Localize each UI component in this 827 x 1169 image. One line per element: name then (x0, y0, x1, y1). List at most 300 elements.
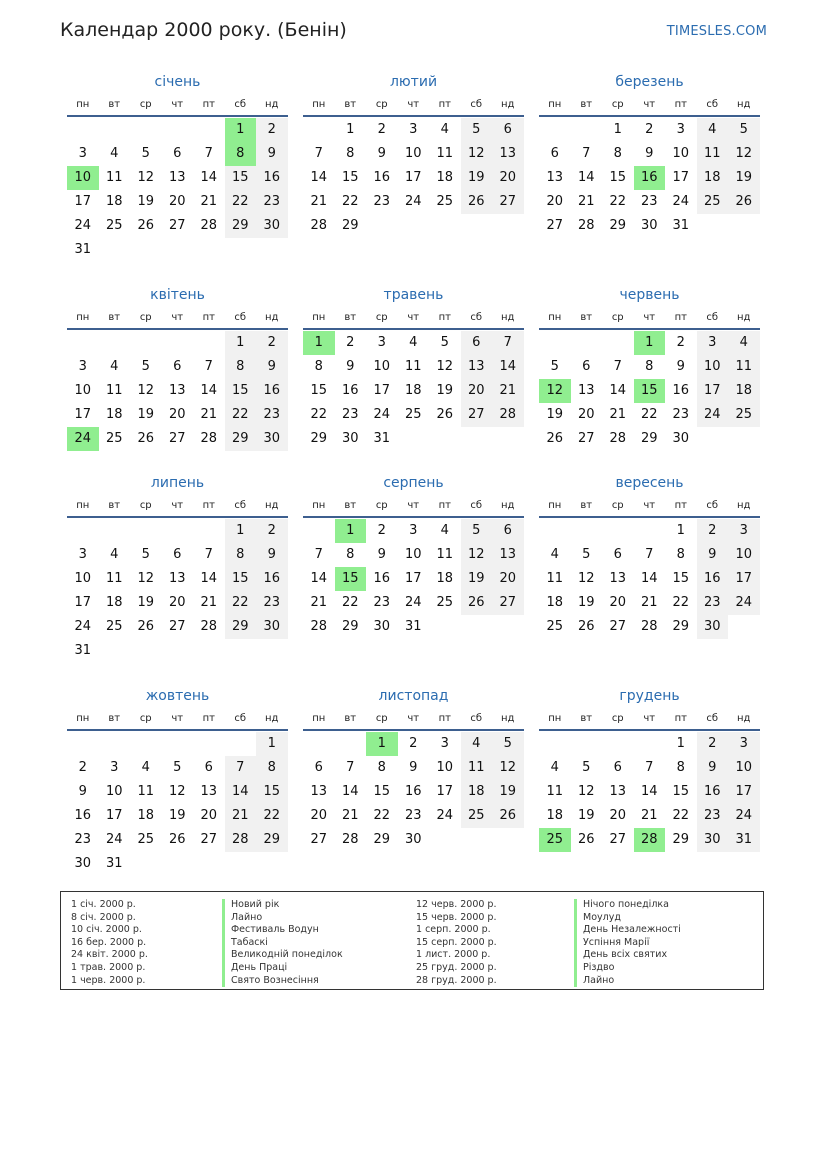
holiday-legend (60, 891, 764, 990)
day-cell: 28 (225, 828, 257, 852)
weekday-label: ср (139, 500, 152, 511)
day-cell: 14 (492, 355, 524, 379)
weekday-label: пн (76, 713, 90, 724)
holiday-date: 25 груд. 2000 р. (416, 961, 497, 973)
weekday-label: вт (580, 500, 593, 511)
day-cell: 5 (461, 118, 493, 142)
empty-cell (335, 732, 367, 756)
weekday-label: пн (548, 500, 562, 511)
day-cell: 25 (697, 190, 729, 214)
day-cell: 12 (577, 784, 595, 799)
day-cell: 18 (461, 780, 493, 804)
day-cell: 30 (256, 427, 288, 451)
weekday-header (67, 308, 288, 330)
holiday-name: Великодній понеділок (222, 949, 343, 962)
day-cell: 21 (341, 808, 359, 823)
day-cell: 8 (613, 146, 622, 161)
weekday-label: чт (643, 99, 656, 110)
day-cell: 14 (200, 383, 218, 398)
day-cell: 18 (105, 194, 123, 209)
month-11 (303, 683, 524, 852)
weekday-label: нд (265, 500, 279, 511)
legend-dates-right (416, 899, 497, 987)
day-cell: 18 (546, 595, 564, 610)
holiday-day: 1 (634, 331, 666, 355)
day-cell: 11 (546, 571, 564, 586)
weekday-header (303, 496, 524, 518)
empty-cell (225, 732, 257, 756)
day-cell: 1 (346, 122, 355, 137)
day-cell: 18 (546, 808, 564, 823)
day-cell: 12 (137, 170, 155, 185)
day-cell: 17 (697, 379, 729, 403)
day-cell: 29 (672, 832, 690, 847)
month-name: червень (619, 287, 680, 303)
day-cell: 21 (200, 595, 218, 610)
day-cell: 30 (697, 828, 729, 852)
day-cell: 6 (173, 359, 182, 374)
day-cell: 22 (672, 595, 690, 610)
day-cell: 12 (137, 383, 155, 398)
day-cell: 29 (341, 619, 359, 634)
weekday-label: ср (139, 312, 152, 323)
day-cell: 14 (577, 170, 595, 185)
day-cell: 7 (645, 547, 654, 562)
day-cell: 5 (492, 732, 524, 756)
day-grid (303, 118, 524, 238)
day-cell: 19 (492, 780, 524, 804)
day-cell: 3 (697, 331, 729, 355)
day-cell: 16 (341, 383, 359, 398)
day-cell: 16 (74, 808, 92, 823)
day-cell: 16 (404, 784, 422, 799)
day-cell: 18 (728, 379, 760, 403)
day-cell: 9 (256, 355, 288, 379)
day-cell: 29 (609, 218, 627, 233)
holiday-name: Успіння Марії (574, 937, 681, 950)
day-cell: 17 (74, 595, 92, 610)
day-cell: 23 (640, 194, 658, 209)
day-cell: 31 (672, 218, 690, 233)
day-cell: 28 (200, 218, 218, 233)
day-cell: 5 (582, 760, 591, 775)
day-cell: 22 (341, 595, 359, 610)
month-2 (303, 69, 524, 238)
site-link[interactable]: TIMESLES.COM (666, 24, 767, 39)
month-name: липень (150, 475, 205, 491)
day-cell: 13 (609, 784, 627, 799)
day-cell: 24 (74, 218, 92, 233)
day-cell: 24 (728, 591, 760, 615)
day-cell: 12 (461, 543, 493, 567)
weekday-label: нд (501, 500, 515, 511)
weekday-label: пт (202, 500, 215, 511)
month-name: жовтень (145, 688, 210, 704)
day-cell: 20 (310, 808, 328, 823)
day-cell: 18 (105, 407, 123, 422)
day-cell: 6 (613, 547, 622, 562)
day-cell: 29 (341, 218, 359, 233)
day-cell: 13 (546, 170, 564, 185)
day-cell: 1 (613, 122, 622, 137)
day-cell: 5 (440, 335, 449, 350)
day-cell: 29 (225, 427, 257, 451)
holiday-day: 16 (634, 166, 666, 190)
day-cell: 15 (310, 383, 328, 398)
empty-cell (162, 519, 194, 543)
weekday-label: ср (375, 312, 388, 323)
day-cell: 30 (373, 619, 391, 634)
weekday-label: сб (470, 312, 483, 323)
weekday-label: ср (375, 713, 388, 724)
day-cell: 6 (492, 118, 524, 142)
day-cell: 9 (676, 359, 685, 374)
day-cell: 24 (436, 808, 454, 823)
day-cell: 17 (373, 383, 391, 398)
day-cell: 22 (225, 591, 257, 615)
day-cell: 5 (141, 547, 150, 562)
day-cell: 23 (256, 190, 288, 214)
day-cell: 26 (492, 804, 524, 828)
weekday-label: пн (548, 312, 562, 323)
day-grid (303, 519, 524, 639)
day-cell: 28 (200, 431, 218, 446)
holiday-date: 15 черв. 2000 р. (416, 911, 497, 923)
day-cell: 24 (74, 619, 92, 634)
weekday-label: сб (470, 500, 483, 511)
day-cell: 9 (697, 543, 729, 567)
day-cell: 10 (728, 756, 760, 780)
month-name: січень (154, 74, 201, 90)
day-cell: 6 (173, 146, 182, 161)
day-cell: 11 (728, 355, 760, 379)
day-cell: 6 (461, 331, 493, 355)
holiday-date: 1 серп. 2000 р. (416, 924, 491, 936)
holiday-name: Свято Вознесіння (222, 975, 343, 988)
weekday-label: пт (202, 312, 215, 323)
day-cell: 25 (546, 619, 564, 634)
day-cell: 14 (640, 571, 658, 586)
legend-names-right (574, 899, 681, 987)
day-cell: 19 (436, 383, 454, 398)
day-cell: 2 (346, 335, 355, 350)
legend-names-left (222, 899, 343, 987)
day-cell: 20 (609, 808, 627, 823)
day-cell: 9 (377, 146, 386, 161)
day-cell: 27 (609, 832, 627, 847)
day-cell: 15 (373, 784, 391, 799)
day-cell: 8 (346, 146, 355, 161)
day-cell: 25 (105, 619, 123, 634)
day-cell: 21 (200, 407, 218, 422)
day-cell: 14 (640, 784, 658, 799)
holiday-name: Табаскі (222, 937, 343, 950)
day-cell: 4 (141, 760, 150, 775)
day-cell: 27 (492, 591, 524, 615)
day-cell: 10 (74, 571, 92, 586)
day-cell: 12 (168, 784, 186, 799)
day-cell: 18 (404, 383, 422, 398)
weekday-label: пт (438, 312, 451, 323)
day-cell: 18 (436, 571, 454, 586)
month-9 (539, 470, 760, 639)
day-cell: 3 (728, 732, 760, 756)
day-grid (303, 331, 524, 451)
holiday-day: 28 (634, 828, 666, 852)
holiday-day: 25 (539, 828, 571, 852)
empty-cell (67, 519, 99, 543)
day-cell: 17 (105, 808, 123, 823)
day-cell: 19 (137, 407, 155, 422)
holiday-name: Моулуд (574, 912, 681, 925)
day-cell: 16 (256, 379, 288, 403)
weekday-label: вт (108, 312, 121, 323)
weekday-label: сб (706, 713, 719, 724)
day-cell: 23 (256, 403, 288, 427)
weekday-label: пт (202, 713, 215, 724)
day-cell: 4 (550, 547, 559, 562)
day-cell: 3 (676, 122, 685, 137)
weekday-label: вт (344, 99, 357, 110)
day-cell: 16 (697, 567, 729, 591)
day-cell: 20 (461, 379, 493, 403)
holiday-name: Різдво (574, 962, 681, 975)
day-grid (67, 331, 288, 451)
weekday-label: вт (344, 500, 357, 511)
day-cell: 11 (105, 383, 123, 398)
day-cell: 23 (341, 407, 359, 422)
empty-cell (571, 732, 603, 756)
day-cell: 8 (346, 547, 355, 562)
day-cell: 4 (110, 146, 119, 161)
weekday-label: ср (611, 312, 624, 323)
holiday-date: 10 січ. 2000 р. (71, 924, 142, 936)
empty-cell (571, 118, 603, 142)
weekday-label: нд (265, 99, 279, 110)
day-cell: 7 (204, 359, 213, 374)
day-grid (539, 331, 760, 451)
day-cell: 19 (577, 595, 595, 610)
month-7 (67, 470, 288, 663)
day-cell: 9 (697, 756, 729, 780)
weekday-label: сб (706, 500, 719, 511)
day-cell: 13 (461, 355, 493, 379)
weekday-label: пт (674, 500, 687, 511)
day-cell: 7 (314, 547, 323, 562)
holiday-date: 16 бер. 2000 р. (71, 936, 147, 948)
weekday-header (303, 709, 524, 731)
day-cell: 17 (404, 571, 422, 586)
day-cell: 22 (672, 808, 690, 823)
day-cell: 27 (168, 218, 186, 233)
holiday-date: 28 груд. 2000 р. (416, 974, 497, 986)
day-cell: 10 (105, 784, 123, 799)
empty-cell (193, 118, 225, 142)
day-cell: 20 (168, 194, 186, 209)
day-cell: 2 (697, 519, 729, 543)
day-cell: 5 (582, 547, 591, 562)
weekday-label: вт (580, 312, 593, 323)
weekday-header (539, 709, 760, 731)
day-cell: 15 (225, 166, 257, 190)
day-cell: 21 (200, 194, 218, 209)
weekday-label: нд (737, 99, 751, 110)
holiday-date: 1 січ. 2000 р. (71, 899, 136, 910)
day-cell: 25 (461, 804, 493, 828)
day-cell: 25 (137, 832, 155, 847)
day-cell: 28 (492, 403, 524, 427)
weekday-label: вт (108, 500, 121, 511)
weekday-label: сб (234, 312, 247, 323)
day-cell: 15 (672, 784, 690, 799)
day-cell: 7 (582, 146, 591, 161)
day-cell: 27 (609, 619, 627, 634)
day-cell: 19 (577, 808, 595, 823)
day-cell: 8 (676, 760, 685, 775)
day-cell: 19 (137, 595, 155, 610)
weekday-label: ср (375, 99, 388, 110)
weekday-label: вт (108, 713, 121, 724)
day-cell: 20 (492, 166, 524, 190)
weekday-label: ср (139, 713, 152, 724)
day-cell: 5 (173, 760, 182, 775)
day-cell: 3 (78, 547, 87, 562)
day-cell: 18 (137, 808, 155, 823)
empty-cell (303, 118, 335, 142)
day-cell: 31 (105, 856, 123, 871)
day-cell: 12 (577, 571, 595, 586)
month-name: березень (615, 74, 684, 90)
day-cell: 29 (373, 832, 391, 847)
day-cell: 29 (225, 214, 257, 238)
day-cell: 14 (609, 383, 627, 398)
weekday-label: чт (643, 713, 656, 724)
day-grid (67, 118, 288, 262)
month-name: грудень (619, 688, 680, 704)
day-cell: 22 (225, 190, 257, 214)
day-cell: 19 (168, 808, 186, 823)
day-cell: 13 (168, 383, 186, 398)
day-cell: 26 (461, 190, 493, 214)
weekday-label: ср (611, 99, 624, 110)
weekday-label: пн (312, 713, 326, 724)
weekday-label: нд (501, 99, 515, 110)
weekday-label: ср (611, 713, 624, 724)
day-cell: 27 (168, 619, 186, 634)
day-cell: 25 (105, 431, 123, 446)
day-cell: 4 (440, 122, 449, 137)
day-cell: 8 (225, 543, 257, 567)
day-cell: 28 (341, 832, 359, 847)
day-cell: 20 (546, 194, 564, 209)
day-cell: 8 (676, 547, 685, 562)
day-cell: 4 (461, 732, 493, 756)
day-cell: 7 (204, 547, 213, 562)
day-cell: 16 (373, 170, 391, 185)
day-cell: 23 (373, 595, 391, 610)
day-grid (67, 519, 288, 663)
day-cell: 5 (461, 519, 493, 543)
day-cell: 3 (440, 736, 449, 751)
day-cell: 2 (256, 331, 288, 355)
day-cell: 28 (200, 619, 218, 634)
weekday-label: нд (501, 312, 515, 323)
day-cell: 16 (697, 780, 729, 804)
day-cell: 3 (78, 146, 87, 161)
day-cell: 2 (256, 118, 288, 142)
weekday-label: нд (737, 713, 751, 724)
day-cell: 10 (74, 383, 92, 398)
day-cell: 17 (728, 780, 760, 804)
empty-cell (99, 118, 131, 142)
day-cell: 26 (546, 431, 564, 446)
empty-cell (130, 519, 162, 543)
day-cell: 12 (137, 571, 155, 586)
weekday-header (539, 308, 760, 330)
weekday-label: чт (171, 312, 184, 323)
day-cell: 20 (609, 595, 627, 610)
day-cell: 21 (577, 194, 595, 209)
day-cell: 4 (409, 335, 418, 350)
day-cell: 6 (204, 760, 213, 775)
day-cell: 28 (640, 619, 658, 634)
day-cell: 13 (310, 784, 328, 799)
day-cell: 21 (310, 194, 328, 209)
day-cell: 9 (377, 547, 386, 562)
day-cell: 3 (377, 335, 386, 350)
day-cell: 11 (105, 170, 123, 185)
day-cell: 22 (373, 808, 391, 823)
weekday-label: пн (548, 713, 562, 724)
holiday-date: 1 лист. 2000 р. (416, 949, 491, 961)
weekday-label: пт (674, 99, 687, 110)
day-cell: 30 (256, 615, 288, 639)
weekday-label: нд (265, 713, 279, 724)
day-cell: 24 (672, 194, 690, 209)
day-cell: 26 (137, 619, 155, 634)
day-cell: 1 (676, 523, 685, 538)
empty-cell (162, 331, 194, 355)
day-cell: 6 (492, 519, 524, 543)
empty-cell (571, 331, 603, 355)
weekday-header (539, 95, 760, 117)
day-cell: 11 (697, 142, 729, 166)
day-cell: 16 (256, 166, 288, 190)
month-name: квітень (150, 287, 205, 303)
day-cell: 29 (310, 431, 328, 446)
day-cell: 22 (225, 403, 257, 427)
empty-cell (67, 732, 99, 756)
day-cell: 23 (672, 407, 690, 422)
day-cell: 30 (256, 214, 288, 238)
day-cell: 9 (256, 142, 288, 166)
day-cell: 17 (74, 407, 92, 422)
day-cell: 4 (550, 760, 559, 775)
empty-cell (303, 732, 335, 756)
day-cell: 15 (225, 567, 257, 591)
day-cell: 21 (310, 595, 328, 610)
empty-cell (130, 331, 162, 355)
day-cell: 6 (550, 146, 559, 161)
empty-cell (539, 519, 571, 543)
day-cell: 15 (341, 170, 359, 185)
weekday-label: сб (234, 713, 247, 724)
day-cell: 13 (168, 571, 186, 586)
empty-cell (634, 519, 666, 543)
holiday-date: 12 черв. 2000 р. (416, 899, 497, 910)
day-cell: 25 (105, 218, 123, 233)
weekday-label: вт (580, 99, 593, 110)
